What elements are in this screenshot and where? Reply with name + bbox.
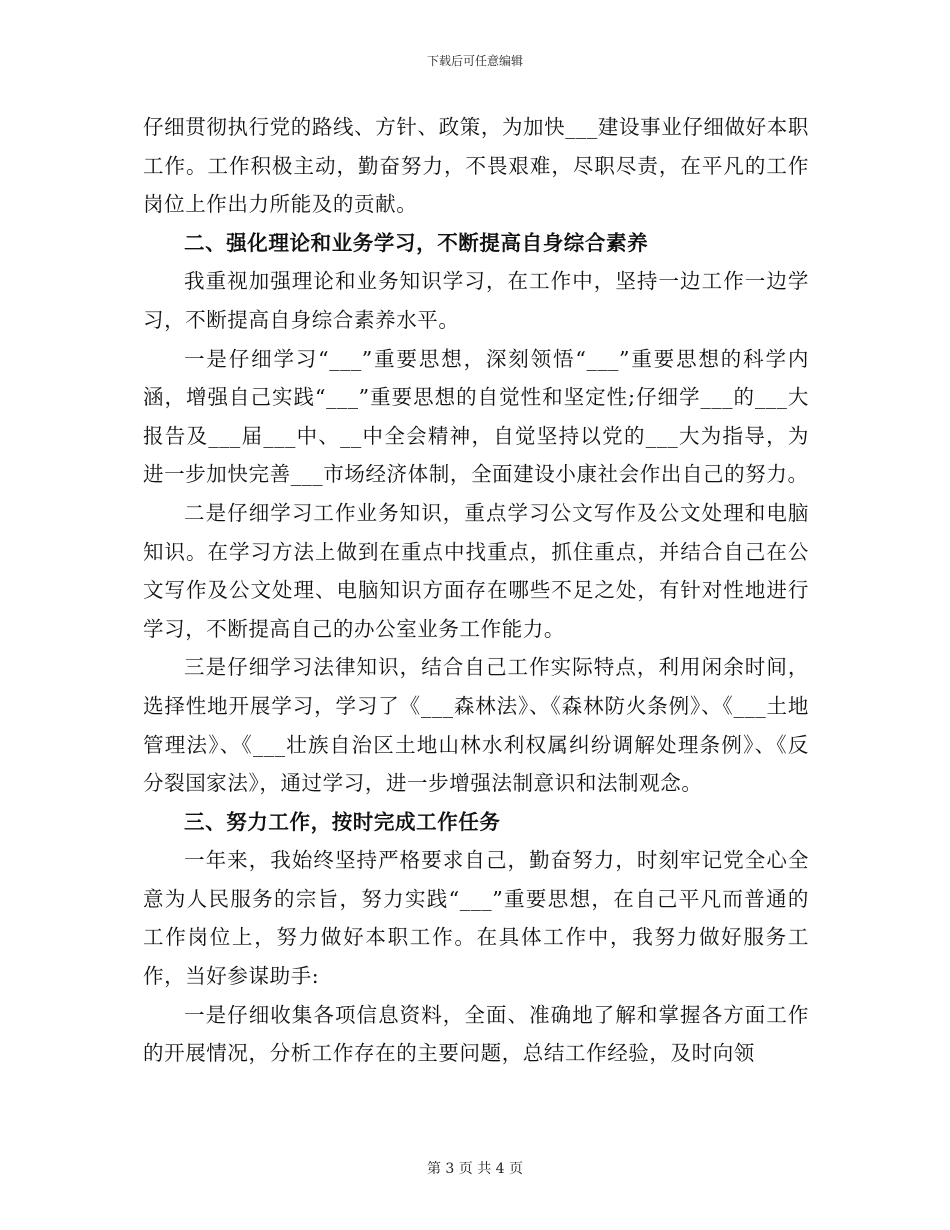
page-number: 第 3 页 共 4 页 (426, 1161, 524, 1177)
paragraph-study-intro: 我重视加强理论和业务知识学习，在工作中，坚持一边工作一边学习，不断提高自身综合素养水平。 (143, 269, 809, 332)
paragraph-work-intro: 一年来，我始终坚持严格要求自己，勤奋努力，时刻牢记党全心全意为人民服务的宗旨，努力实践“___”重要思想，在自己平凡而普通的工作岗位上，努力做好本职工作。在具体工作中，我努力做好服务工作，当好参谋助手: (143, 848, 809, 989)
section-heading-2: 二、强化理论和业务学习，不断提高自身综合素养 (184, 230, 649, 255)
document-body (143, 108, 809, 1073)
paragraph-work-info: 一是仔细收集各项信息资料，全面、准确地了解和掌握各方面工作的开展情况，分析工作存在的主要问题，总结工作经验，及时向领 (143, 1002, 809, 1066)
paragraph-study-theory: 一是仔细学习“___”重要思想，深刻领悟“___”重要思想的科学内涵，增强自己实践“___”重要思想的自觉性和坚定性;仔细学___的___大报告及___届___中、__中全会精神，自觉坚持以党的___大为指导，为进一步加快完善___市场经济体制，全面建设小康社会作出自己的努力。 (143, 346, 809, 487)
page-header: 下载后可任意编辑 (426, 54, 523, 68)
section-heading-3: 三、努力工作，按时完成工作任务 (184, 809, 501, 834)
paragraph-study-business: 二是仔细学习工作业务知识，重点学习公文写作及公文处理和电脑知识。在学习方法上做到在重点中找重点，抓住重点，并结合自己在公文写作及公文处理、电脑知识方面存在哪些不足之处，有针对性地进行学习，不断提高自己的办公室业务工作能力。 (143, 500, 809, 641)
paragraph-study-law: 三是仔细学习法律知识，结合自己工作实际特点，利用闲余时间，选择性地开展学习，学习了《___森林法》、《森林防火条例》、《___土地管理法》、《___壮族自治区土地山林水利权属纠纷调解处理条例》、《反分裂国家法》，通过学习，进一步增强法制意识和法制观念。 (143, 655, 809, 796)
paragraph-continuation: 仔细贯彻执行党的路线、方针、政策，为加快___建设事业仔细做好本职工作。工作积极主动，勤奋努力，不畏艰难，尽职尽责，在平凡的工作岗位上作出力所能及的贡献。 (143, 115, 809, 217)
